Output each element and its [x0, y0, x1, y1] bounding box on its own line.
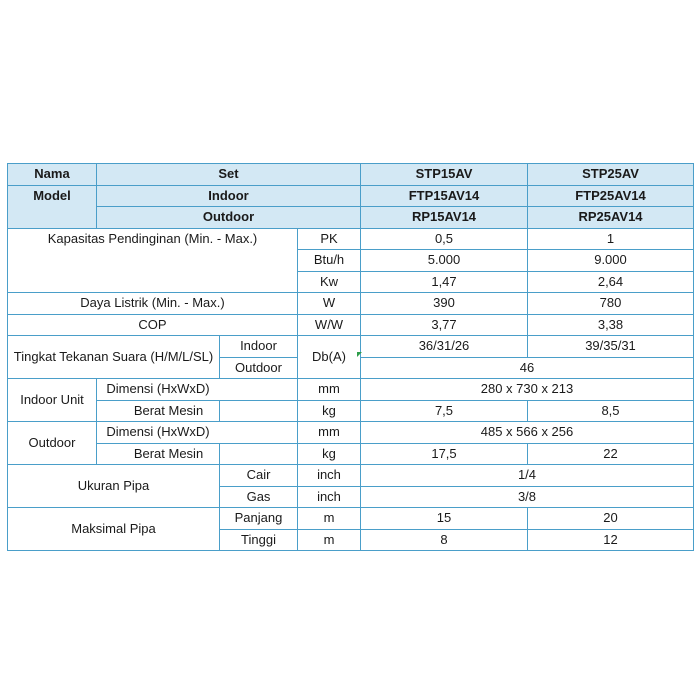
noise-outdoor-label: Outdoor: [220, 357, 298, 379]
capacity-value-2: 9.000: [528, 250, 694, 272]
noise-outdoor-value: 46: [361, 357, 694, 379]
max-pipe-length-unit: m: [298, 508, 361, 530]
table-row: [8, 508, 694, 530]
noise-label: Tingkat Tekanan Suara (H/M/L/SL): [8, 336, 220, 379]
cop-value-1: 3,77: [361, 314, 528, 336]
pipe-liquid-value: 1/4: [361, 465, 694, 487]
cop-value-2: 3,38: [528, 314, 694, 336]
empty-cell: [220, 400, 298, 422]
indoor-weight-unit: kg: [298, 400, 361, 422]
noise-indoor-value-1: 36/31/26: [361, 336, 528, 358]
outdoor-dim-value: 485 x 566 x 256: [361, 422, 694, 444]
nama-header: Nama: [8, 164, 97, 186]
noise-unit: Db(A): [298, 336, 361, 379]
indoor-dim-unit: mm: [298, 379, 361, 401]
indoor-weight-label: Berat Mesin: [97, 400, 220, 422]
pipe-gas-unit: inch: [298, 486, 361, 508]
outdoor-weight-label: Berat Mesin: [97, 443, 220, 465]
max-pipe-length-value-2: 20: [528, 508, 694, 530]
model-header: Model: [8, 185, 97, 228]
table-row: [8, 422, 694, 444]
outdoor-header: Outdoor: [97, 207, 361, 229]
empty-cell: [220, 422, 298, 444]
pipe-gas-label: Gas: [220, 486, 298, 508]
cop-label: COP: [8, 314, 298, 336]
max-pipe-height-label: Tinggi: [220, 529, 298, 551]
capacity-unit: PK: [298, 228, 361, 250]
max-pipe-height-value-2: 12: [528, 529, 694, 551]
cop-unit: W/W: [298, 314, 361, 336]
capacity-value-2: 1: [528, 228, 694, 250]
indoor-header: Indoor: [97, 185, 361, 207]
pipe-label: Ukuran Pipa: [8, 465, 220, 508]
power-value-2: 780: [528, 293, 694, 315]
outdoor-model-2: RP25AV14: [528, 207, 694, 229]
empty-cell: [220, 443, 298, 465]
capacity-value-2: 2,64: [528, 271, 694, 293]
capacity-unit: Kw: [298, 271, 361, 293]
indoor-weight-value-2: 8,5: [528, 400, 694, 422]
header-row-indoor: [8, 185, 694, 207]
indoor-dim-value: 280 x 730 x 213: [361, 379, 694, 401]
table-row: [8, 443, 694, 465]
indoor-weight-value-1: 7,5: [361, 400, 528, 422]
power-label: Daya Listrik (Min. - Max.): [8, 293, 298, 315]
table-row: [8, 293, 694, 315]
noise-indoor-value-2: 39/35/31: [528, 336, 694, 358]
capacity-label: Kapasitas Pendinginan (Min. - Max.): [8, 228, 298, 293]
capacity-value-1: 1,47: [361, 271, 528, 293]
indoor-model-2: FTP25AV14: [528, 185, 694, 207]
set-header: Set: [97, 164, 361, 186]
power-value-1: 390: [361, 293, 528, 315]
pipe-gas-value: 3/8: [361, 486, 694, 508]
header-row-set: [8, 164, 694, 186]
outdoor-dim-label: Dimensi (HxWxD): [97, 422, 220, 444]
outdoor-weight-unit: kg: [298, 443, 361, 465]
spec-table: [7, 163, 694, 551]
outdoor-weight-value-2: 22: [528, 443, 694, 465]
table-row: [8, 336, 694, 358]
table-row: [8, 465, 694, 487]
max-pipe-label: Maksimal Pipa: [8, 508, 220, 551]
capacity-unit: Btu/h: [298, 250, 361, 272]
outdoor-weight-value-1: 17,5: [361, 443, 528, 465]
outdoor-unit-label: Outdoor: [8, 422, 97, 465]
max-pipe-height-value-1: 8: [361, 529, 528, 551]
pipe-liquid-unit: inch: [298, 465, 361, 487]
table-row: [8, 228, 694, 250]
indoor-model-1: FTP15AV14: [361, 185, 528, 207]
max-pipe-height-unit: m: [298, 529, 361, 551]
max-pipe-length-label: Panjang: [220, 508, 298, 530]
max-pipe-length-value-1: 15: [361, 508, 528, 530]
table-row: [8, 379, 694, 401]
table-row: [8, 400, 694, 422]
power-unit: W: [298, 293, 361, 315]
noise-indoor-label: Indoor: [220, 336, 298, 358]
pipe-liquid-label: Cair: [220, 465, 298, 487]
indoor-dim-label: Dimensi (HxWxD): [97, 379, 220, 401]
empty-cell: [220, 379, 298, 401]
capacity-value-1: 0,5: [361, 228, 528, 250]
set-model-1: STP15AV: [361, 164, 528, 186]
table-row: [8, 314, 694, 336]
set-model-2: STP25AV: [528, 164, 694, 186]
capacity-value-1: 5.000: [361, 250, 528, 272]
indoor-unit-label: Indoor Unit: [8, 379, 97, 422]
outdoor-model-1: RP15AV14: [361, 207, 528, 229]
outdoor-dim-unit: mm: [298, 422, 361, 444]
cell-marker-icon: [357, 352, 362, 357]
header-row-outdoor: [8, 207, 694, 229]
